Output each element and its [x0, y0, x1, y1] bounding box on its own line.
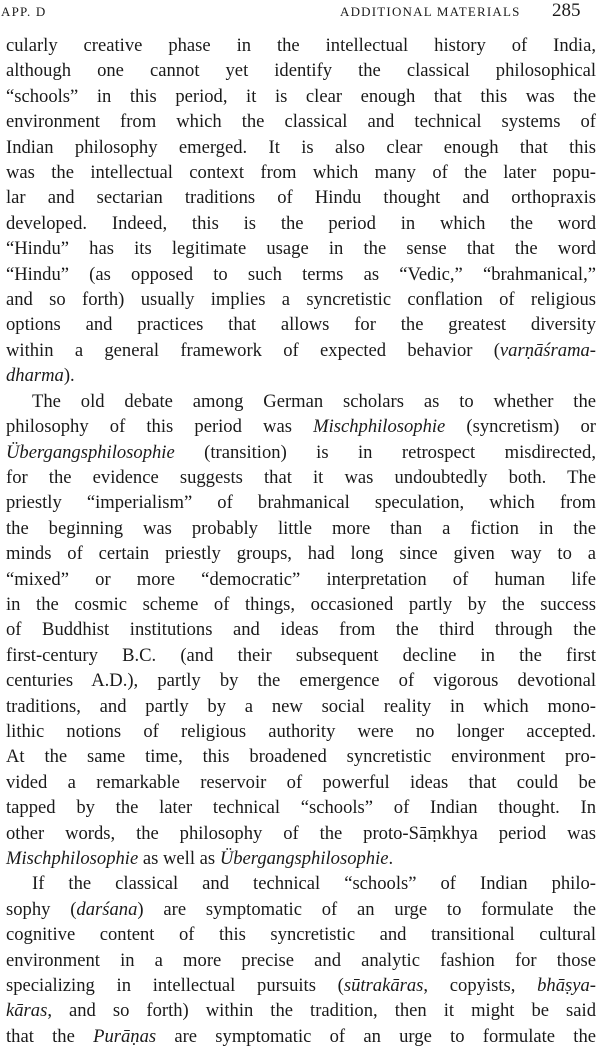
text-line: kāras, and so forth) within the tradition, then it might be said — [6, 1000, 596, 1022]
text-line: within a general framework of expected behavior (varṇāśrama- — [6, 339, 596, 361]
text-line: lar and sectarian traditions of Hindu thought and orthopraxis — [6, 187, 596, 209]
text-line: in the cosmic scheme of things, occasioned partly by the success — [6, 593, 596, 615]
text-line: “schools” in this period, it is clear enough that this was the — [6, 85, 596, 107]
text-line: of Buddhist institutions and ideas from the third through the — [6, 619, 596, 641]
text-line: that the Purāṇas are symptomatic of an urge to formulate the — [6, 1025, 597, 1047]
text-line: priestly “imperialism” of brahmanical speculation, which from — [6, 492, 596, 514]
text-line: and so forth) usually implies a syncretistic conflation of religious — [6, 289, 596, 311]
text-line: “Hindu” (as opposed to such terms as “Vedic,” “brahmanical,” — [6, 263, 596, 285]
section-title: ADDITIONAL MATERIALS — [340, 4, 521, 19]
text-line: Indian philosophy emerged. It is also clear enough that this — [6, 136, 596, 158]
text-line: other words, the philosophy of the proto-Sāṃkhya period was — [6, 822, 596, 844]
text-line: environment in a more precise and analytic fashion for those — [6, 949, 596, 971]
text-line: tapped by the later technical “schools” of Indian thought. In — [6, 797, 596, 819]
text-line: At the same time, this broadened syncretistic environment pro- — [6, 746, 596, 768]
text-line: “mixed” or more “democratic” interpretation of human life — [6, 568, 596, 590]
text-line: options and practices that allows for the greatest diversity — [6, 314, 596, 336]
text-line: “Hindu” has its legitimate usage in the sense that the word — [6, 238, 596, 260]
text-line: for the evidence suggests that it was undoubtedly both. The — [6, 466, 596, 488]
text-line: cognitive content of this syncretistic and transitional cultural — [6, 924, 596, 946]
text-line: developed. Indeed, this is the period in which the word — [6, 212, 596, 234]
text-line: Übergangsphilosophie (transition) is in retrospect misdirected, — [6, 441, 596, 463]
text-line: The old debate among German scholars as to whether the — [32, 390, 596, 412]
text-line: minds of certain priestly groups, had long since given way to a — [6, 543, 596, 565]
text-line: traditions, and partly by a new social reality in which mono- — [6, 695, 596, 717]
text-line: environment from which the classical and technical systems of — [6, 111, 596, 133]
text-line: dharma). — [6, 365, 75, 387]
text-line: philosophy of this period was Mischphilosophie (syncretism) or — [6, 416, 596, 438]
text-line: If the classical and technical “schools” of Indian philo- — [32, 873, 596, 895]
text-line: Mischphilosophie as well as Übergangsphilosophie. — [6, 848, 394, 869]
text-line: the beginning was probably little more than a fiction in the — [6, 517, 596, 539]
text-line: vided a remarkable reservoir of powerful ideas that could be — [6, 771, 596, 793]
page-number: 285 — [552, 0, 581, 21]
text-line: although one cannot yet identify the classical philosophical — [6, 60, 596, 82]
text-line: first-century B.C. (and their subsequent decline in the first — [6, 644, 596, 666]
body-text — [6, 33, 596, 1049]
text-line: cularly creative phase in the intellectual history of India, — [6, 35, 596, 56]
text-line: was the intellectual context from which many of the later popu- — [6, 162, 596, 184]
text-line: lithic notions of religious authority were no longer accepted. — [6, 720, 596, 742]
text-line: sophy (darśana) are symptomatic of an urge to formulate the — [6, 898, 596, 920]
running-header — [0, 0, 596, 28]
text-line: centuries A.D.), partly by the emergence of vigorous devotional — [6, 670, 596, 692]
appendix-label: APP. D — [1, 4, 47, 19]
text-line: specializing in intellectual pursuits (sūtrakāras, copyists, bhāṣya- — [6, 975, 596, 997]
